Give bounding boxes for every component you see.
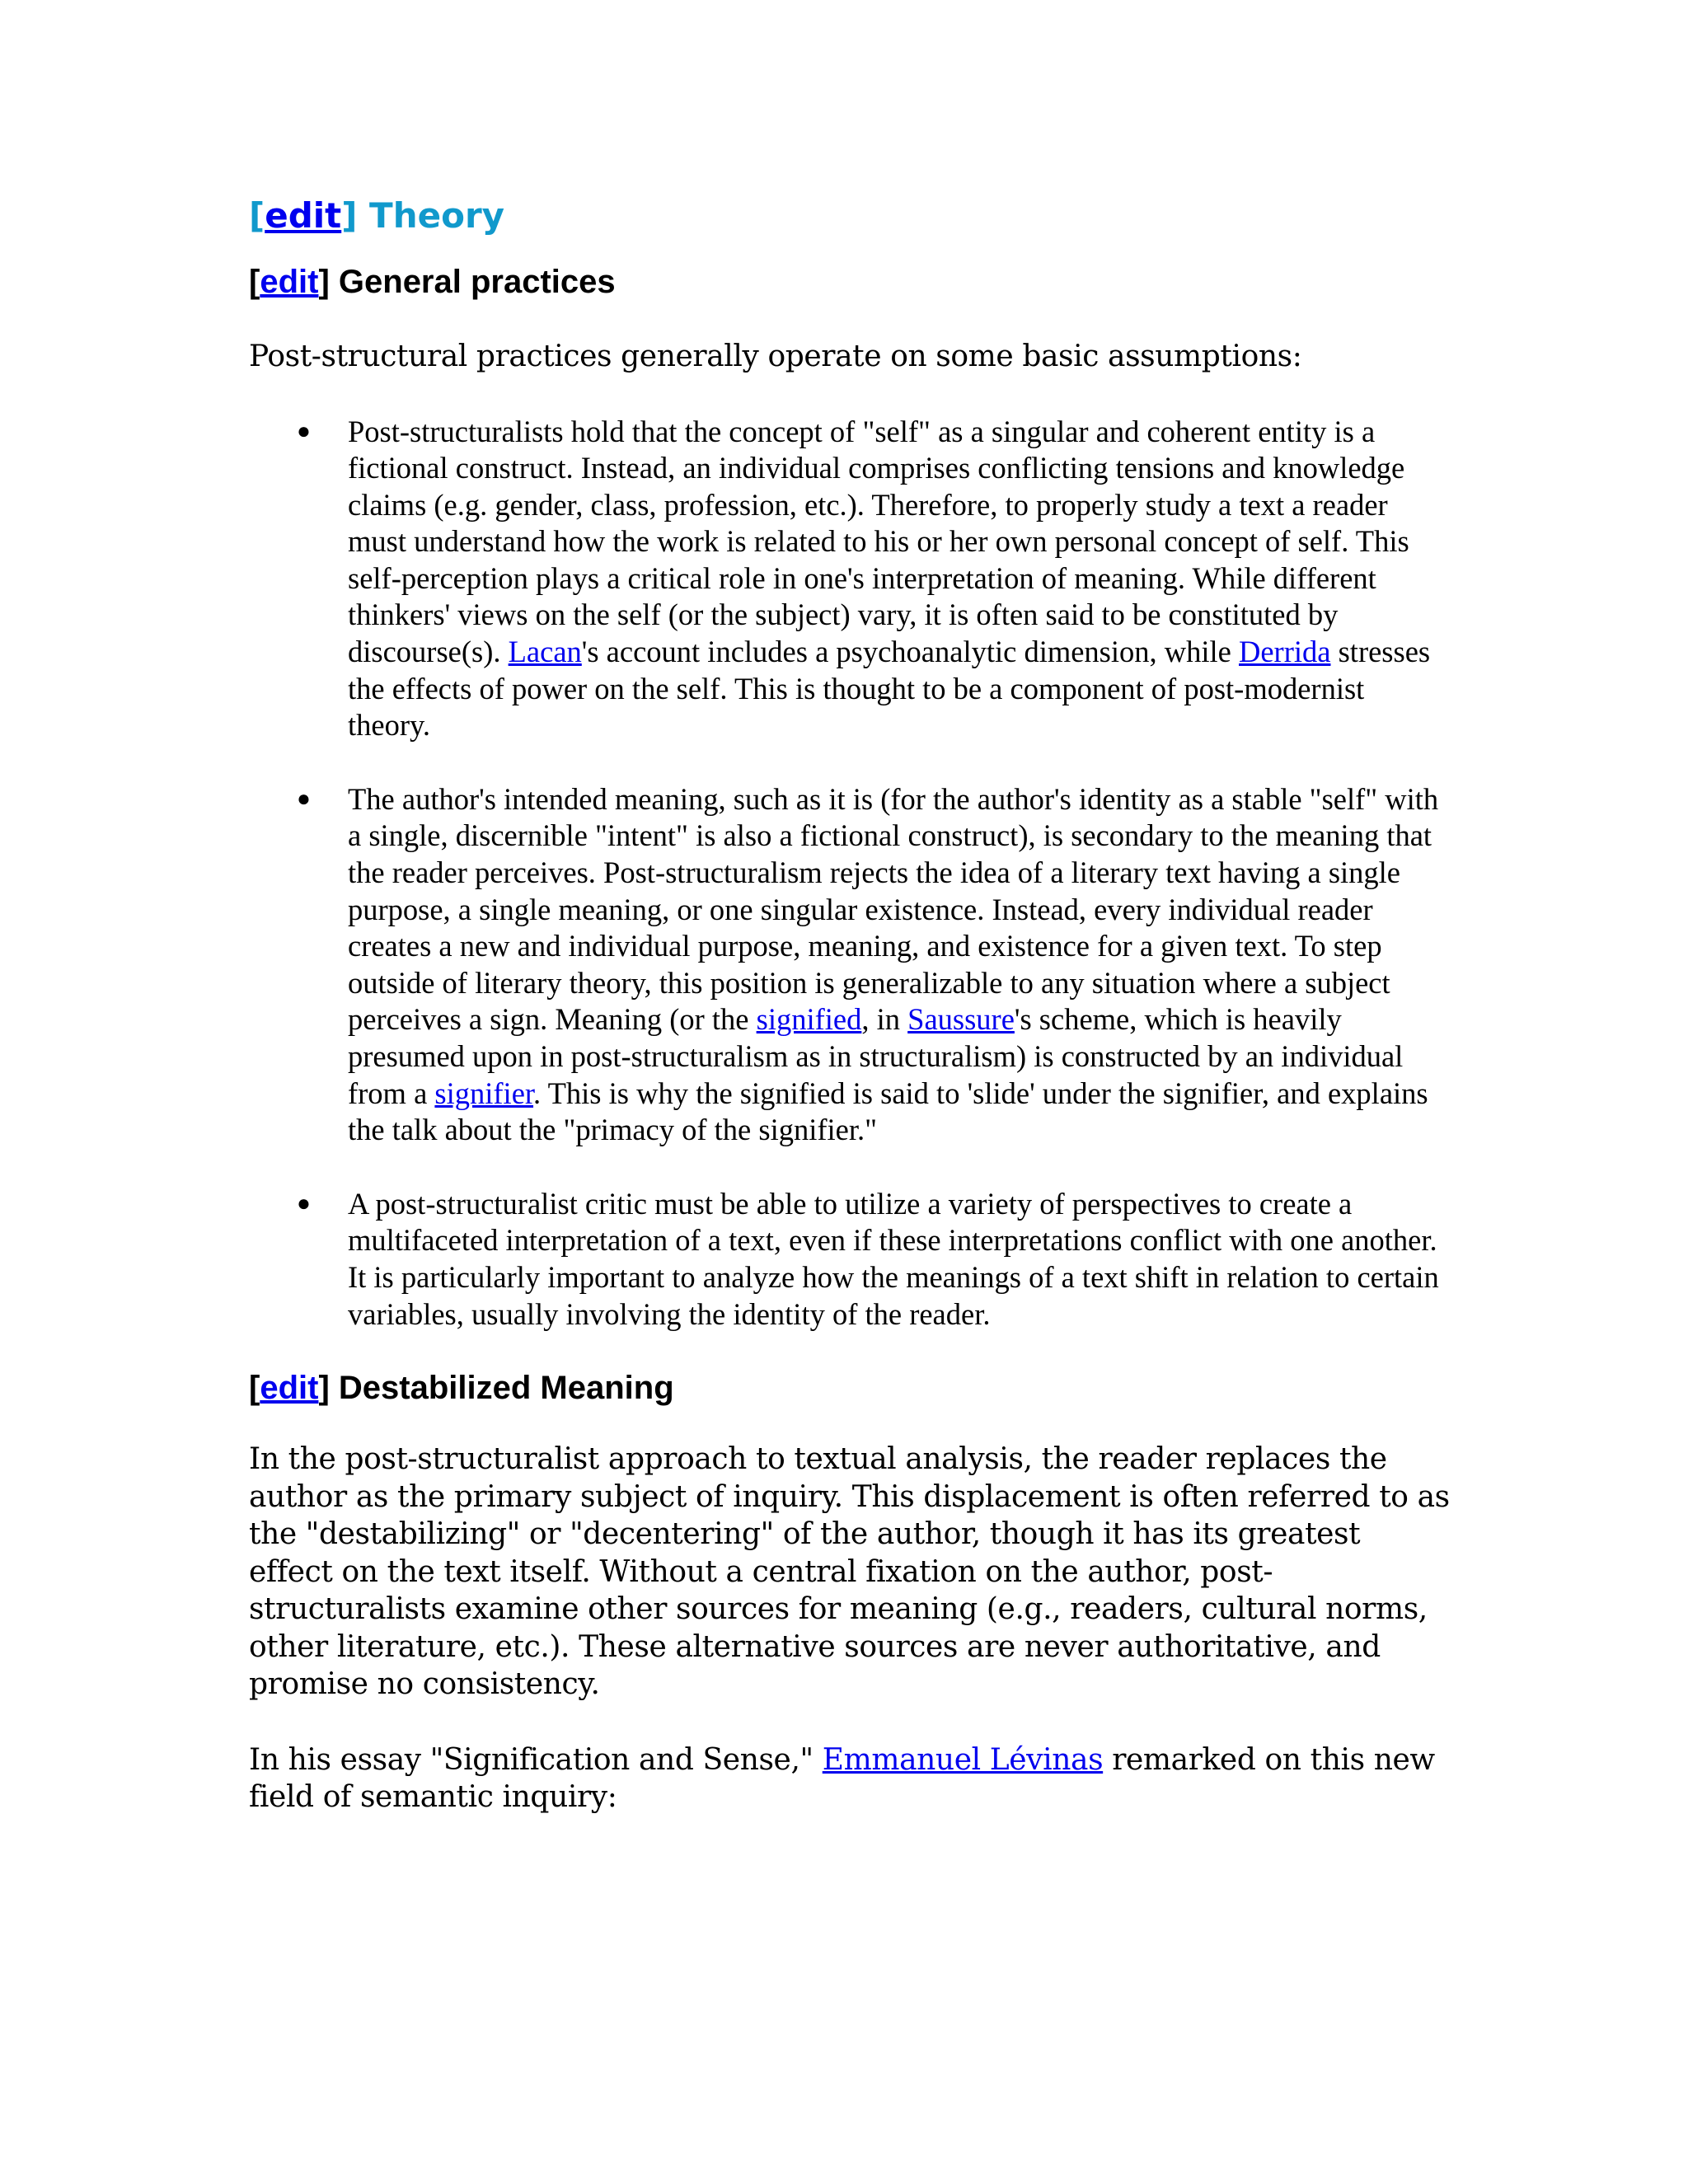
bullet-icon: ● <box>297 785 311 812</box>
general-practices-heading <box>249 259 1452 305</box>
theory-heading <box>249 191 1452 241</box>
article-body <box>249 191 1452 1816</box>
destab-bracket-open: [ <box>249 1370 260 1407</box>
list-item <box>249 781 1452 1149</box>
list-item <box>249 414 1452 744</box>
assumptions-list <box>249 414 1452 1333</box>
bullet-1-text-b: 's account includes a psychoanalytic dimension, while <box>581 635 1239 669</box>
destab-heading-title: Destabilized Meaning <box>329 1370 674 1407</box>
list-item <box>249 1186 1452 1333</box>
derrida-link[interactable]: Derrida <box>1239 635 1331 669</box>
saussure-link[interactable]: Saussure <box>907 1002 1015 1037</box>
theory-bracket-open: [ <box>249 195 265 236</box>
theory-bracket-close: ] <box>341 195 358 236</box>
lacan-link[interactable]: Lacan <box>508 635 582 669</box>
intro-paragraph: Post-structural practices generally operate on some basic assumptions: <box>249 340 1302 373</box>
destab-bracket-close: ] <box>318 1370 330 1407</box>
bullet-2-text-c: 's scheme, which is heavily presumed upon in post-structuralism as in structuralism) is constructed by an individual from a <box>348 1002 1404 1110</box>
bullet-3-text-a: A post-structuralist critic must be able to utilize a variety of perspectives to create a multifaceted interpretation of a text, even if these interpretations conflict with one another. It is particularly important to analyze how the meanings of a text shift in relation to certain variables, usually involving the identity of the reader. <box>348 1186 1439 1331</box>
bullet-2-text-a: The author's intended meaning, such as it is (for the author's identity as a stable "self" with a single, discernible "intent" is also a fictional construct), is secondary to the meaning that the reader perceives. Post-structuralism rejects the idea of a literary text having a single purpose, a single meaning, or one singular existence. Instead, every individual reader creates a new and individual purpose, meaning, and existence for a given text. To step outside of literary theory, this position is generalizable to any situation where a subject perceives a sign. Meaning (or the <box>348 781 1439 1037</box>
levinas-paragraph <box>249 1741 1452 1816</box>
destabilized-paragraph: In the post-structuralist approach to textual analysis, the reader replaces the author as the primary subject of inquiry. This displacement is often referred to as the "destabilizing" or "decentering" of the author, though it has its greatest effect on the text itself. Without a central fixation on the author, post-structuralists examine other sources for meaning (e.g., readers, cultural norms, other literature, etc.). These alternative sources are never authoritative, and promise no consistency. <box>249 1442 1450 1702</box>
levinas-text-a: In his essay "Signification and Sense," <box>249 1742 823 1777</box>
general-edit-link[interactable]: edit <box>260 264 319 300</box>
general-bracket-open: [ <box>249 264 260 300</box>
bullet-icon: ● <box>297 418 311 444</box>
levinas-text-b: remarked on this new field of semantic inquiry: <box>249 1742 1435 1815</box>
general-heading-title: General practices <box>329 264 616 300</box>
theory-edit-link[interactable]: edit <box>265 195 342 236</box>
general-bracket-close: ] <box>318 264 330 300</box>
signifier-link[interactable]: signifier <box>434 1076 534 1110</box>
signified-link[interactable]: signified <box>756 1002 862 1037</box>
bullet-1-text-a: Post-structuralists hold that the concept of "self" as a singular and coherent entity is a fictional construct. Instead, an individual comprises conflicting tensions and knowledge claims (e.g. gender, class, profession, etc.). Therefore, to properly study a text a reader must understand how the work is related to his or her own personal concept of self. This self-perception plays a critical role in one's interpretation of meaning. While different thinkers' views on the self (or the subject) vary, it is often said to be constituted by discourse(s). <box>348 414 1409 669</box>
levinas-link[interactable]: Emmanuel Lévinas <box>822 1742 1104 1777</box>
bullet-2-text-b: , in <box>861 1002 908 1037</box>
bullet-2-text-d: . This is why the signified is said to 'slide' under the signifier, and explains the talk about the "primacy of the signifier." <box>348 1076 1428 1147</box>
bullet-icon: ● <box>297 1190 311 1216</box>
theory-heading-title: Theory <box>357 195 505 236</box>
destab-edit-link[interactable]: edit <box>260 1370 319 1407</box>
destabilized-meaning-heading <box>249 1365 1452 1411</box>
bullet-1-text-c: stresses the effects of power on the self. This is thought to be a component of post-modernist theory. <box>348 635 1431 743</box>
